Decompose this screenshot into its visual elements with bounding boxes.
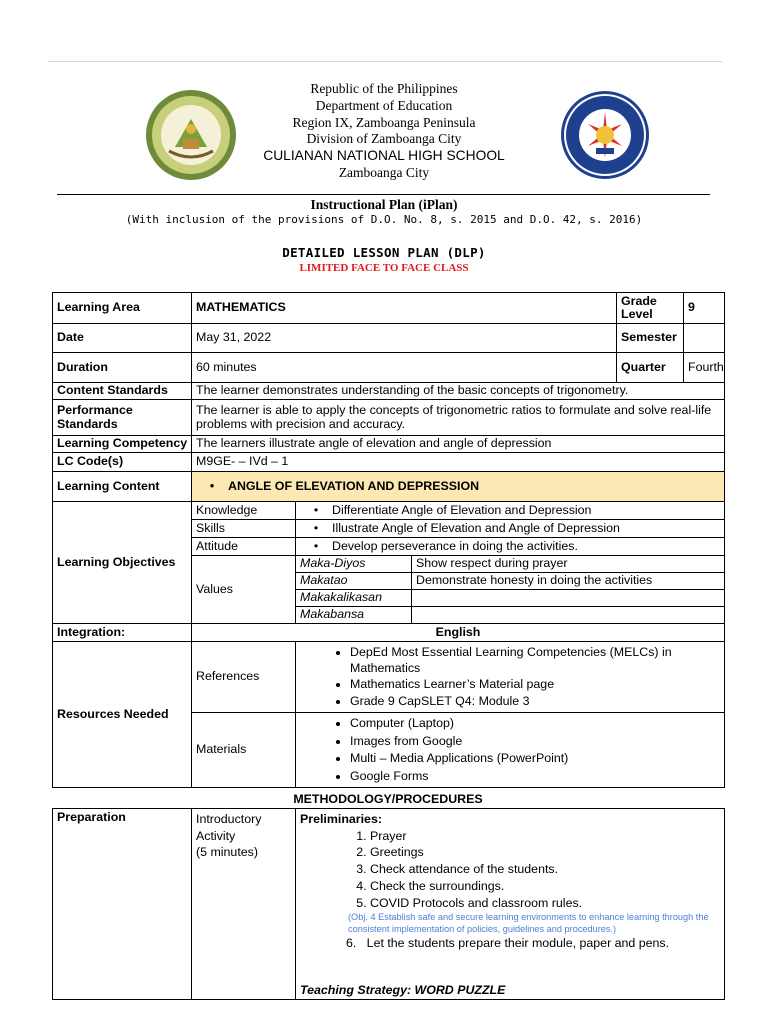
activity-label: Introductory Activity (196, 812, 262, 843)
preparation-label: Preparation (53, 809, 192, 1000)
list-item: 1. Prayer (370, 828, 720, 845)
learning-area-label: Learning Area (53, 293, 192, 324)
attitude-label: Attitude (192, 538, 296, 556)
list-item: 5. COVID Protocols and classroom rules. (370, 895, 720, 912)
list-item: 4. Check the surroundings. (370, 878, 720, 895)
duration-label: Duration (53, 353, 192, 383)
preliminaries-cell (296, 809, 725, 1000)
header-city: Zamboanga City (338, 164, 430, 180)
header-region: Region IX, Zamboanga Peninsula (292, 114, 476, 130)
list-item: • Multi – Media Applications (PowerPoint) (350, 750, 720, 768)
top-border-line (48, 61, 722, 62)
references-list (296, 642, 725, 713)
dlp-subtitle: LIMITED FACE TO FACE CLASS (299, 262, 469, 274)
bullet-icon: • (313, 538, 319, 553)
resources-label: Resources Needed (53, 642, 192, 788)
preliminaries-label: Preliminaries: (300, 812, 382, 826)
learning-content-value (192, 472, 725, 502)
semester-value (684, 324, 725, 353)
value-name: Makakalikasan (296, 590, 412, 607)
objective-note: (Obj. 4 Establish safe and secure learning environments to enhance learning through the consistent implementation of policies, guidelines and procedures.) (348, 912, 709, 935)
content-standards-value: The learner demonstrates understanding of the basic concepts of trigonometry. (192, 383, 725, 400)
integration-label: Integration: (53, 624, 192, 642)
content-standards-label: Content Standards (53, 383, 192, 400)
quarter-value: Fourth (684, 353, 725, 383)
value-name: Makabansa (296, 607, 412, 624)
methodology-table (52, 808, 725, 1000)
learning-competency-label: Learning Competency (53, 436, 192, 453)
integration-value: English (192, 624, 725, 642)
list-item: • Grade 9 CapSLET Q4: Module 3 (350, 693, 720, 710)
skills-value (296, 520, 725, 538)
bullet-icon: • (313, 520, 319, 535)
materials-label: Materials (192, 713, 296, 788)
list-item: • Mathematics Learner’s Material page (350, 676, 720, 693)
performance-standards-label: Performance Standards (53, 400, 192, 436)
header-separator (57, 194, 710, 195)
header-division: Division of Zamboanga City (306, 131, 462, 147)
learning-objectives-label: Learning Objectives (53, 502, 192, 624)
dlp-title: DETAILED LESSON PLAN (DLP) (282, 245, 486, 260)
value-name: Makatao (296, 573, 412, 590)
lesson-plan-table (52, 292, 725, 788)
skills-text: Illustrate Angle of Elevation and Angle of Depression (332, 520, 620, 535)
list-item: • Google Forms (350, 768, 720, 786)
step-six: 6. Let the students prepare their module, paper and pens. (346, 936, 670, 951)
semester-label: Semester (617, 324, 684, 353)
list-item: • Images from Google (350, 733, 720, 751)
header-republic: Republic of the Philippines (310, 81, 458, 96)
list-item: 3. Check attendance of the students. (370, 861, 720, 878)
iplan-subtitle: (With inclusion of the provisions of D.O. No. 8, s. 2015 and D.O. 42, s. 2016) (125, 213, 643, 226)
activity-time: (5 minutes) (196, 845, 258, 859)
date-label: Date (53, 324, 192, 353)
lc-code-label: LC Code(s) (53, 453, 192, 472)
materials-list (296, 713, 725, 788)
iplan-title: Instructional Plan (iPlan) (310, 197, 458, 212)
list-item: • DepEd Most Essential Learning Competencies (MELCs) in Mathematics (350, 644, 720, 676)
methodology-title: METHODOLOGY/PROCEDURES (293, 792, 483, 806)
activity-cell (192, 809, 296, 1000)
knowledge-text: Differentiate Angle of Elevation and Depression (332, 502, 592, 517)
header-department: Department of Education (315, 97, 453, 113)
teaching-strategy: Teaching Strategy: WORD PUZZLE (300, 983, 506, 998)
value-text: Show respect during prayer (412, 556, 725, 573)
lc-code-value: M9GE- – IVd – 1 (192, 453, 725, 472)
attitude-value (296, 538, 725, 556)
learning-competency-value: The learners illustrate angle of elevation and angle of depression (192, 436, 725, 453)
performance-standards-value: The learner is able to apply the concepts of trigonometric ratios to formulate and solve real-life problems with precision and accuracy. (192, 400, 725, 436)
grade-level-value: 9 (684, 293, 725, 324)
list-item: 2. Greetings (370, 844, 720, 861)
step-six-text: Let the students prepare their module, paper and pens. (366, 936, 670, 951)
value-text (412, 607, 725, 624)
quarter-label: Quarter (617, 353, 684, 383)
knowledge-label: Knowledge (192, 502, 296, 520)
bullet-icon: • (313, 502, 319, 517)
header-school: CULIANAN NATIONAL HIGH SCHOOL (263, 148, 505, 164)
duration-value: 60 minutes (192, 353, 617, 383)
grade-level-label: Grade Level (617, 293, 684, 324)
date-value: May 31, 2022 (192, 324, 617, 353)
knowledge-value (296, 502, 725, 520)
references-label: References (192, 642, 296, 713)
values-label: Values (192, 556, 296, 624)
learning-area-value: MATHEMATICS (192, 293, 617, 324)
value-name: Maka-Diyos (296, 556, 412, 573)
skills-label: Skills (192, 520, 296, 538)
learning-content-text: ANGLE OF ELEVATION AND DEPRESSION (228, 478, 480, 493)
learning-content-label: Learning Content (53, 472, 192, 502)
list-item: • Computer (Laptop) (350, 715, 720, 733)
bullet-icon: • (209, 478, 215, 493)
attitude-text: Develop perseverance in doing the activities. (332, 538, 578, 553)
letterhead (180, 81, 588, 182)
value-text (412, 590, 725, 607)
value-text: Demonstrate honesty in doing the activities (412, 573, 725, 590)
